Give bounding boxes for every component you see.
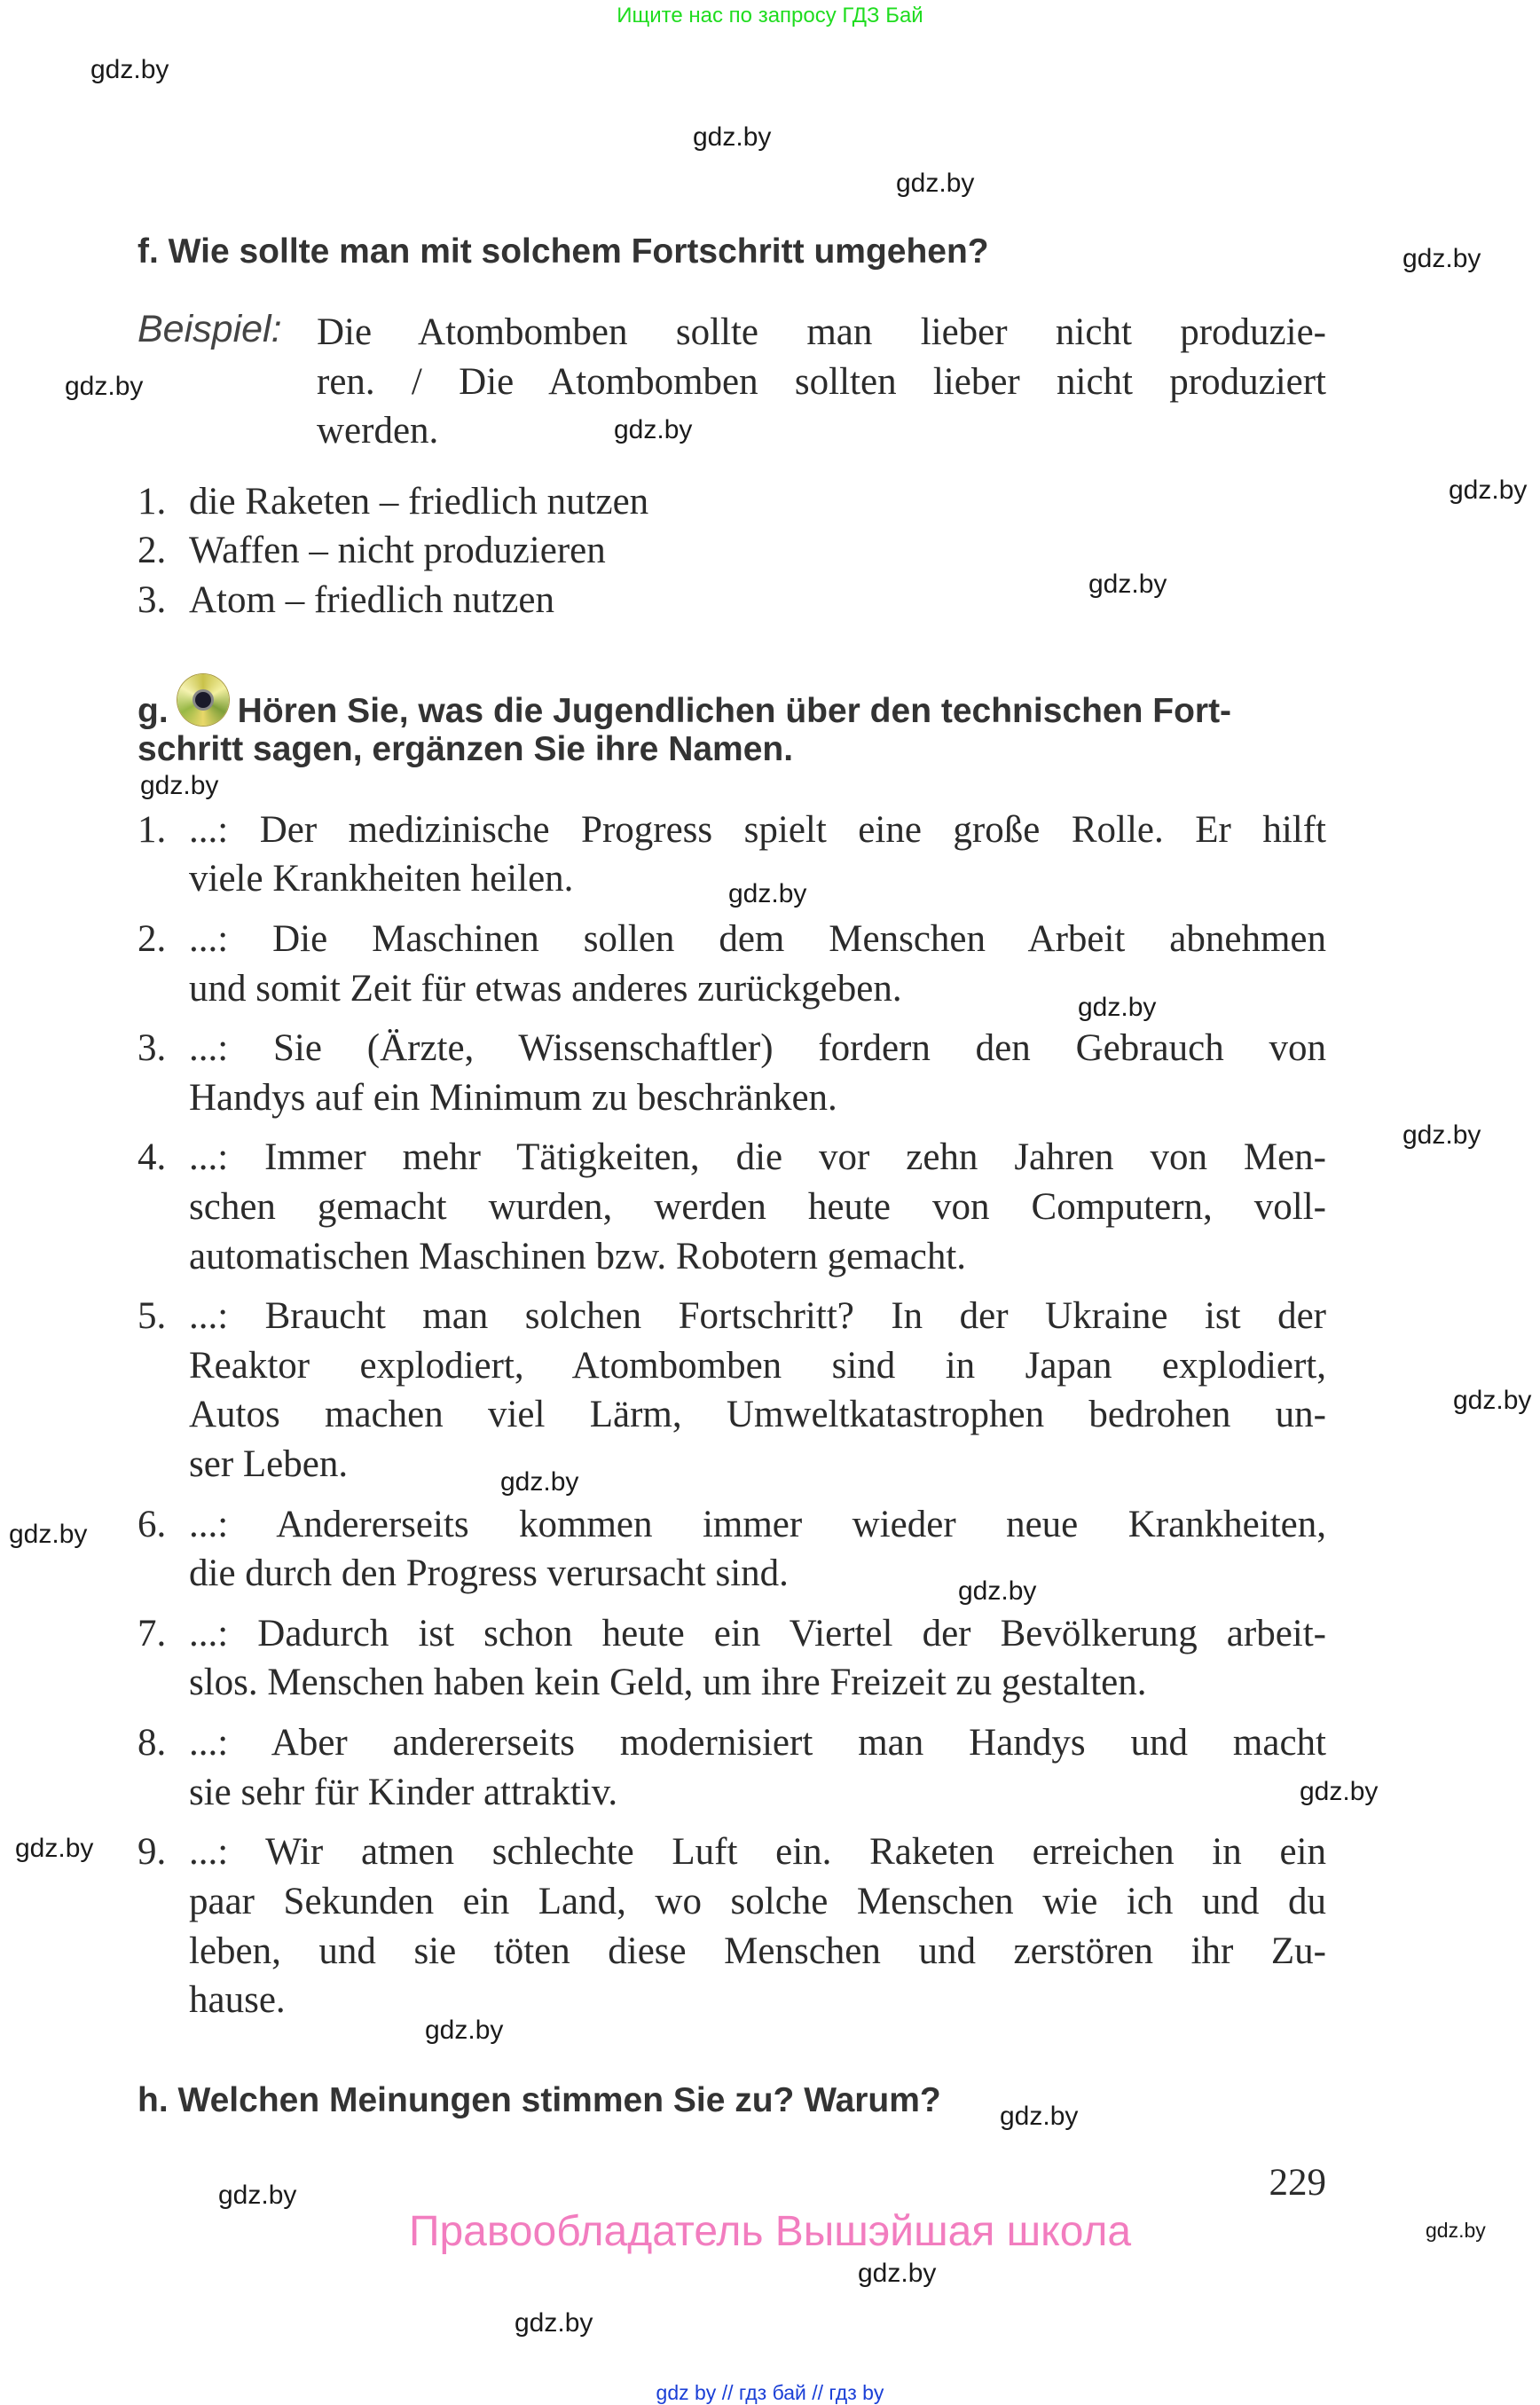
watermark: gdz.by (1449, 475, 1528, 505)
item-number: 3. (138, 1027, 167, 1070)
section-g-letter: g. (138, 692, 169, 730)
watermark: gdz.by (1453, 1386, 1532, 1415)
list-item-line: Reaktor explodiert, Atombomben sind in Japan explodiert, (189, 1344, 1326, 1387)
watermark: gdz.by (500, 1467, 579, 1497)
item-number: 4. (138, 1136, 167, 1179)
item-number: 9. (138, 1831, 167, 1874)
watermark: gdz.by (1300, 1777, 1379, 1806)
watermark: gdz.by (728, 879, 807, 908)
watermark: gdz.by (693, 122, 772, 152)
list-item-line: die durch den Progress verursacht sind. (189, 1552, 789, 1595)
watermark: gdz.by (1426, 2219, 1486, 2242)
watermark: gdz.by (958, 1576, 1037, 1606)
list-item-line: viele Krankheiten heilen. (189, 858, 574, 900)
item-number: 8. (138, 1722, 167, 1764)
section-g-heading-line2: schritt sagen, ergänzen Sie ihre Namen. (138, 730, 794, 768)
list-item-line: leben, und sie töten diese Menschen und zerstören ihr Zu- (189, 1930, 1326, 1972)
list-item-line: und somit Zeit für etwas anderes zurückgeben. (189, 967, 902, 1010)
section-h-heading: h. Welchen Meinungen stimmen Sie zu? Warum? (138, 2081, 941, 2119)
example-label: Beispiel: (138, 308, 282, 350)
watermark: gdz.by (425, 2016, 504, 2045)
watermark: gdz.by (1088, 570, 1167, 599)
list-item-line: Autos machen viel Lärm, Umweltkatastrophen bedrohen un- (189, 1394, 1326, 1436)
list-item-line: slos. Menschen haben kein Geld, um ihre Freizeit zu gestalten. (189, 1662, 1147, 1704)
watermark: gdz.by (1000, 2102, 1079, 2131)
example-line: ren. / Die Atombomben sollten lieber nicht produziert (317, 361, 1326, 403)
list-item-line: ...: Dadurch ist schon heute ein Viertel der Bevölkerung arbeit- (189, 1612, 1326, 1654)
list-item-line: ...: Immer mehr Tätigkeiten, die vor zehn Jahren von Men- (189, 1136, 1326, 1179)
list-item-line: ...: Wir atmen schlechte Luft ein. Raketen erreichen in ein (189, 1831, 1326, 1874)
watermark: gdz.by (614, 415, 693, 444)
page-number: 229 (1269, 2162, 1326, 2204)
item-number: 5. (138, 1295, 167, 1338)
list-item-line: schen gemacht wurden, werden heute von Computern, voll- (189, 1186, 1326, 1229)
list-item-line: hause. (189, 1979, 286, 2022)
example-line: Die Atombomben sollte man lieber nicht produzie- (317, 311, 1326, 353)
list-item-line: sie sehr für Kinder attraktiv. (189, 1771, 618, 1813)
list-item-line: ...: Andererseits kommen immer wieder neue Krankheiten, (189, 1503, 1326, 1545)
copyright-notice: Правообладатель Вышэйшая школа (408, 2208, 1132, 2255)
watermark: gdz.by (140, 771, 219, 800)
watermark: gdz.by (65, 372, 144, 401)
section-g-heading (138, 674, 1231, 731)
item-number: 7. (138, 1612, 167, 1654)
footer-links[interactable]: gdz by // гдз бай // гдз by (656, 2381, 884, 2404)
watermark: gdz.by (15, 1834, 94, 1863)
watermark: gdz.by (218, 2181, 297, 2210)
list-item-line: ...: Aber andererseits modernisiert man Handys und macht (189, 1722, 1326, 1764)
item-number: 1. (138, 480, 167, 523)
item-number: 3. (138, 579, 167, 622)
item-number: 2. (138, 530, 167, 572)
list-item-line: die Raketen – friedlich nutzen (189, 480, 649, 523)
list-item-line: Waffen – nicht produzieren (189, 530, 606, 572)
example-line: werden. (317, 410, 439, 452)
list-item-line: Atom – friedlich nutzen (189, 579, 554, 622)
list-item-line: ...: Der medizinische Progress spielt eine große Rolle. Er hilft (189, 808, 1326, 851)
list-item-line: ...: Braucht man solchen Fortschritt? In der Ukraine ist der (189, 1295, 1326, 1338)
watermark: gdz.by (858, 2259, 937, 2288)
item-number: 1. (138, 808, 167, 851)
list-item-line: Handys auf ein Minimum zu beschränken. (189, 1076, 837, 1119)
watermark: gdz.by (515, 2308, 593, 2338)
section-g-heading-line1: Hören Sie, was die Jugendlichen über den technischen Fort- (237, 692, 1232, 730)
item-number: 6. (138, 1503, 167, 1545)
list-item-line: automatischen Maschinen bzw. Robotern gemacht. (189, 1235, 967, 1277)
search-banner: Ищите нас по запросу ГДЗ Бай (617, 4, 923, 28)
list-item-line: ...: Sie (Ärzte, Wissenschaftler) fordern den Gebrauch von (189, 1027, 1326, 1070)
watermark: gdz.by (90, 55, 169, 84)
list-item-line: paar Sekunden ein Land, wo solche Menschen wie ich und du (189, 1880, 1326, 1922)
watermark: gdz.by (9, 1520, 88, 1549)
watermark: gdz.by (1402, 244, 1481, 273)
cd-audio-icon[interactable] (177, 674, 229, 726)
section-f-heading: f. Wie sollte man mit solchem Fortschritt umgehen? (138, 232, 989, 271)
watermark: gdz.by (896, 169, 975, 198)
item-number: 2. (138, 917, 167, 960)
list-item-line: ser Leben. (189, 1442, 349, 1485)
watermark: gdz.by (1078, 993, 1157, 1022)
watermark: gdz.by (1402, 1120, 1481, 1150)
list-item-line: ...: Die Maschinen sollen dem Menschen Arbeit abnehmen (189, 917, 1326, 960)
